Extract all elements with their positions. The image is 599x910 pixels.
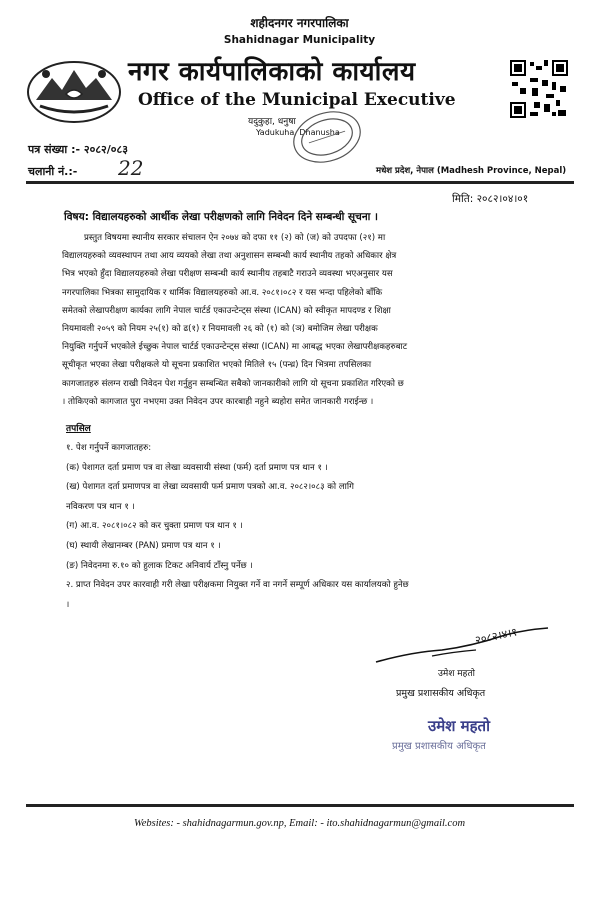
letter-date: मिति: २०८२।०४।०१ bbox=[452, 193, 529, 205]
handwritten-signature bbox=[372, 622, 562, 670]
list-item: १. पेश गर्नुपर्ने कागजातहरु: bbox=[66, 443, 152, 453]
list-item: २. प्राप्त निवेदन उपर कारवाही गरी लेखा परीक्षकमा नियुक्त गर्ने वा नगर्ने सम्पूर्ण अधिकार यस कार्यालयको हुनेछ bbox=[66, 580, 409, 591]
details-list bbox=[66, 439, 409, 615]
place-np: यदुकुहा, धनुषा bbox=[248, 117, 296, 127]
qr-code-icon bbox=[510, 60, 568, 118]
name-stamp: उमेश महतो bbox=[428, 717, 490, 735]
list-item: (ग) आ.व. २०८१।०८२ को कर चुक्ता प्रमाण पत्र थान १ । bbox=[66, 521, 243, 532]
office-stamp-icon bbox=[286, 100, 368, 174]
municipality-name-np: शहीदनगर नगरपालिका bbox=[250, 16, 349, 30]
reference-value: २०८२/०८३ bbox=[83, 143, 128, 156]
body-line: नगरपालिका भित्रका सामुदायिक र धार्मिक विद्यालयहरुको आ.व. २०८१।०८२ र यस भन्दा पहिलेको बाँकि bbox=[62, 287, 383, 298]
municipality-name-en: Shahidnagar Municipality bbox=[223, 34, 376, 46]
place-en: Yadukuha, Dhanusha bbox=[256, 128, 340, 137]
details-heading: तपसिल bbox=[66, 424, 91, 434]
province-text: मधेश प्रदेश, नेपाल (Madhesh Province, Nepal) bbox=[376, 166, 567, 176]
reference-number bbox=[28, 142, 128, 157]
office-title-np: नगर कार्यपालिकाको कार्यालय bbox=[128, 57, 416, 87]
dispatch-number-value: 22 bbox=[118, 156, 144, 180]
list-item: (क) पेशागत दर्ता प्रमाण पत्र वा लेखा व्यवसायी संस्था (फर्म) दर्ता प्रमाण पत्र थान १ । bbox=[66, 462, 328, 473]
body-line: प्रस्तुत विषयमा स्थानीय सरकार संचालन ऐन २०७४ को दफा ११ (२) को (ज) को उपदफा (२१) मा bbox=[84, 233, 386, 243]
list-item: (ख) पेशागत दर्ता प्रमाणपत्र वा लेखा व्यवसायी फर्म प्रमाण पत्रको आ.व. २०८२।०८३ को लागि bbox=[66, 482, 354, 493]
footer-divider bbox=[26, 804, 574, 807]
letter-subject: विषय: विद्यालयहरुको आर्थीक लेखा परीक्षणको लागि निवेदन दिने सम्बन्धी सूचना । bbox=[64, 211, 379, 223]
body-line: नियमावली २०५९ को नियम २५(१) को ढ(१) र नियमावली २६ को (१) को (ञ) बमोजिम लेखा परीक्षक bbox=[62, 324, 378, 335]
body-line: विद्यालयहरुको व्यवस्थापन तथा आय व्ययको लेखा तथा अनुशासन सम्बन्धी कार्य स्थानीय तहको अधिकार क्षेत्र bbox=[62, 251, 397, 262]
footer-contact: Websites: - shahidnagarmun.gov.np, Email: - ito.shahidnagarmun@gmail.com bbox=[133, 818, 466, 829]
signatory-name: उमेश महतो bbox=[438, 669, 475, 679]
body-line: कागजातहरु संलग्न राखी निवेदन पेश गर्नुहुन सम्बन्धित सबैको जानकारीको लागि यो सूचना प्रकाशित गरिएको छ bbox=[62, 378, 404, 389]
list-item: (ङ) निवेदनमा रु.१० को हुलाक टिकट अनिवार्य टाँस्नु पर्नेछ । bbox=[66, 560, 253, 571]
body-line: नियुक्ति गर्नुपर्ने भएकोले ईच्छुक नेपाल चार्टर्ड एकाउन्टेन्ट्स संस्था (ICAN) मा आबद्ध भएका लेखापरीक्षकहरुबाट bbox=[62, 342, 408, 353]
title-stamp: प्रमुख प्रशासकीय अधिकृत bbox=[392, 741, 486, 752]
reference-label: पत्र संख्या :- bbox=[28, 143, 81, 156]
signatory-title: प्रमुख प्रशासकीय अधिकृत bbox=[396, 688, 486, 699]
office-title-en: Office of the Municipal Executive bbox=[138, 90, 456, 110]
list-item: नविकरण पत्र थान १ । bbox=[66, 501, 135, 512]
dispatch-number-label: चलानी नं.:- bbox=[28, 165, 78, 178]
header-divider bbox=[26, 181, 574, 184]
list-item: । bbox=[66, 599, 70, 610]
list-item: (घ) स्थायी लेखानम्बर (PAN) प्रमाण पत्र थान १ । bbox=[66, 540, 221, 551]
letter-body bbox=[62, 229, 568, 411]
nepal-emblem-icon bbox=[26, 56, 122, 124]
signature-date: २०८२।४।१ bbox=[473, 625, 519, 647]
body-line: । तोकिएको कागजात पुरा नभएमा उक्त निवेदन उपर कारबाही नहुने ब्यहोरा समेत जानकारी गराईन्छ । bbox=[62, 396, 374, 407]
body-line: समेतको लेखापरीक्षण कार्यका लागि नेपाल चार्टर्ड एकाउन्टेन्ट्स संस्था (ICAN) को स्वीकृत मापदण्ड र शिक्षा bbox=[62, 305, 391, 316]
body-line: भित्र भएको हुँदा विद्यालयहरुको लेखा परीक्षण सम्बन्धी कार्य स्थानीय तहबाटै गराउने व्यवस्था भएअनुसार यस bbox=[62, 269, 393, 280]
body-line: सूचीकृत भएका लेखा परीक्षकले यो सूचना प्रकाशित भएको मितिले १५ (पन्ध्र) दिन भित्रमा तपसिलका bbox=[62, 360, 372, 371]
